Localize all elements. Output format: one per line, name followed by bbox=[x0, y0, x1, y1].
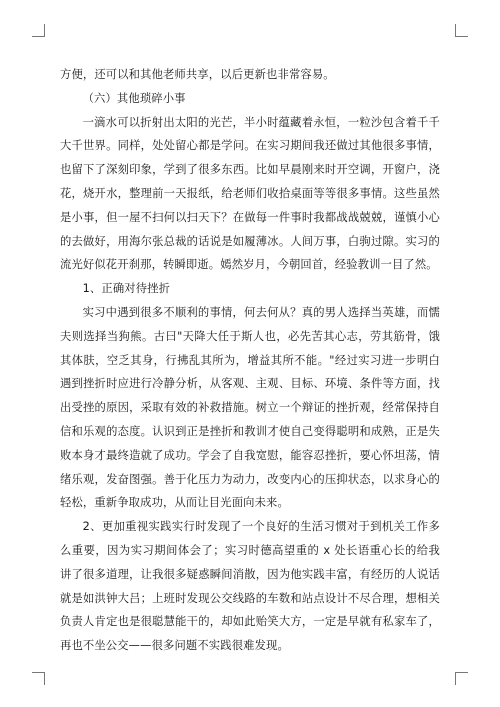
subheading-1: 1、正确对待挫折 bbox=[82, 282, 171, 296]
paragraph-setbacks: 实习中遇到很多不顺利的事情，何去何从？真的男人选择当英雄，而懦夫则选择当狗熊。古曰"天降大任于斯人也，必先苦其心志，劳其筋骨，饿其体肤，空乏其身，行拂乱其所为，增益其所不能。"经过实习进一步明白遇到挫折时应进行冷静分析，从客观、主观、目标、环境、条件等方面，找出受挫的原因，采取有效的补救措施。树立一个辩证的挫折观，经常保持自信和乐观的态度。认识到正是挫折和教训才使自己变得聪明和成熟，正是失败本身才最终造就了成功。学会了自我宽慰，能容忍挫折，要心怀坦荡，情绪乐观，发奋图强。善于化压力为动力，改变内心的压抑状态，以求身心的轻松，重新争取成功，从而让目光面向未来。 bbox=[60, 305, 440, 510]
crop-mark-top-right bbox=[455, 24, 468, 37]
crop-mark-bottom-right bbox=[455, 672, 468, 685]
page-body bbox=[60, 63, 440, 658]
paragraph-miscellaneous: 一滴水可以折射出太阳的光芒，半小时蕴藏着永恒，一粒沙包含着千千大千世界。同样，处处留心都是学问。在实习期间我还做过其他很多事情，也留下了深刻印象，学到了很多东西。比如早晨刚来时开空调，开窗户，浇花，烧开水，整理前一天报纸，给老师们收拾桌面等等很多事情。这些虽然是小事，但一屋不扫何以扫天下？在做每一件事时我都战战兢兢，谨慎小心的去做好，用海尔张总裁的话说是如履薄冰。人间万事，白驹过隙。实习的流光好似花开刹那，转瞬即逝。嫣然岁月，今朝回首，经验教训一目了然。 bbox=[60, 115, 440, 272]
paragraph-continuation: 方便，还可以和其他老师共享，以后更新也非常容易。 bbox=[60, 68, 335, 81]
section-heading-6: （六）其他琐碎小事 bbox=[82, 91, 186, 105]
paragraph-practice: 2、更加重视实践实行时发现了一个良好的生活习惯对于到机关工作多么重要，因为实习期间体会了；实习时德高望重的 x 处长语重心长的给我讲了很多道理，让我很多疑惑瞬间消散，因为他实践丰富，有经历的人说话就是如洪钟大吕；上班时发现公交线路的车数和站点设计不尽合理，想相关负责人肯定也是很聪慧能干的，却如此贻笑大方，一定是早就有私家车了，再也不坐公交——很多问题不实践很难发现。 bbox=[60, 520, 440, 653]
crop-mark-bottom-left bbox=[32, 672, 45, 685]
crop-mark-top-left bbox=[32, 24, 45, 37]
